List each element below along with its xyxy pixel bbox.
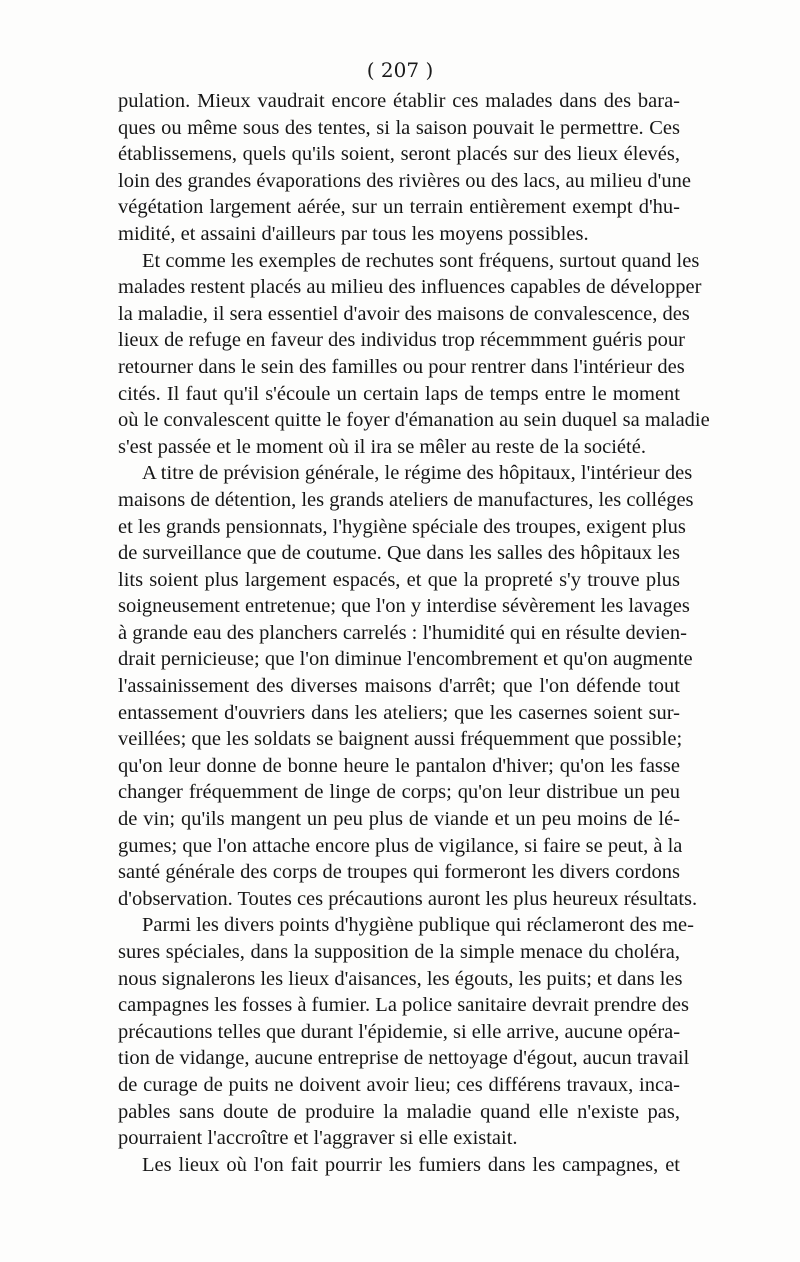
paragraph-2-line-7: où le convalescent quitte le foyer d'émanation au sein duquel sa maladie [118, 409, 710, 432]
paragraph-3-line-6: soigneusement entretenue; que l'on y interdise sévèrement les lavages [118, 595, 690, 618]
paragraph-3-line-2: maisons de détention, les grands ateliers de manufactures, les colléges [118, 488, 694, 511]
paragraph-3-line-16: santé générale des corps de troupes qui formeront les divers cordons [118, 861, 680, 884]
paragraph-1-line-5: végétation largement aérée, sur un terrain entièrement exempt d'hu- [118, 196, 680, 219]
paragraph-1-line-2: ques ou même sous des tentes, si la saison pouvait le permettre. Ces [118, 116, 680, 139]
paragraph-3-line-8: drait pernicieuse; que l'on diminue l'encombrement et qu'on augmente [118, 648, 693, 671]
paragraph-4-line-9: pourraient l'accroître et l'aggraver si elle existait. [118, 1127, 518, 1150]
paragraph-4-line-2: sures spéciales, dans la supposition de la simple menace du choléra, [118, 941, 680, 963]
paragraph-4-line-3: nous signalerons les lieux d'aisances, les égouts, les puits; et dans les [118, 967, 683, 990]
paragraph-3-line-7: à grande eau des planchers carrelés : l'humidité qui en résulte devien- [118, 621, 687, 644]
paragraph-2-line-3: la maladie, il sera essentiel d'avoir des maisons de convalescence, des [118, 302, 690, 325]
paragraph-4-line-1: Parmi les divers points d'hygiène publique qui réclameront des me- [142, 914, 694, 937]
paragraph-1-line-6: midité, et assaini d'ailleurs par tous les moyens possibles. [118, 222, 589, 245]
paragraph-3-line-11: veillées; que les soldats se baignent aussi fréquemment que possible; [118, 728, 683, 751]
paragraph-2-line-8: s'est passée et le moment où il ira se mêler au reste de la société. [118, 435, 646, 458]
paragraph-3-line-4: de surveillance que de coutume. Que dans les salles des hôpitaux les [118, 542, 680, 565]
paragraph-3-line-17: d'observation. Toutes ces précautions auront les plus heureux résultats. [118, 887, 698, 910]
paragraph-3-line-9: l'assainissement des diverses maisons d'arrêt; que l'on défende tout [118, 675, 680, 698]
paragraph-3-line-5: lits soient plus largement espacés, et que la propreté s'y trouve plus [118, 568, 680, 591]
paragraph-3-line-15: gumes; que l'on attache encore plus de vigilance, si faire se peut, à la [118, 834, 683, 857]
page-number: ( 207 ) [366, 58, 434, 82]
paragraph-2-line-2: malades restent placés au milieu des influences capables de développer [118, 276, 702, 299]
paragraph-2-line-1: Et comme les exemples de rechutes sont fréquens, surtout quand les [142, 249, 700, 272]
paragraph-2-line-6: cités. Il faut qu'il s'écoule un certain laps de temps entre le moment [118, 382, 680, 405]
paragraph-1-line-1: pulation. Mieux vaudrait encore établir ces malades dans des bara- [118, 90, 680, 112]
paragraph-4-line-7: de curage de puits ne doivent avoir lieu; ces différens travaux, inca- [118, 1073, 680, 1096]
paragraph-5-line-1: Les lieux où l'on fait pourrir les fumiers dans les campagnes, et [142, 1153, 680, 1176]
paragraph-4-line-4: campagnes les fosses à fumier. La police sanitaire devrait prendre des [118, 994, 689, 1017]
paragraph-2-line-5: retourner dans le sein des familles ou pour rentrer dans l'intérieur des [118, 355, 685, 378]
paragraph-3-line-12: qu'on leur donne de bonne heure le pantalon d'hiver; qu'on les fasse [118, 754, 680, 777]
body-text [118, 88, 710, 1178]
paragraph-3-line-14: de vin; qu'ils mangent un peu plus de viande et un peu moins de lé- [118, 808, 680, 831]
paragraph-2-line-4: lieux de refuge en faveur des individus trop récemmment guéris pour [118, 329, 685, 352]
paragraph-4-line-6: tion de vidange, aucune entreprise de nettoyage d'égout, aucun travail [118, 1047, 690, 1070]
paragraph-3-line-3: et les grands pensionnats, l'hygiène spéciale des troupes, exigent plus [118, 515, 686, 538]
paragraph-4-line-8: pables sans doute de produire la maladie quand elle n'existe pas, [118, 1100, 680, 1123]
paragraph-4-line-5: précautions telles que durant l'épidemie, si elle arrive, aucune opéra- [118, 1020, 681, 1043]
paragraph-3-line-1: A titre de prévision générale, le régime des hôpitaux, l'intérieur des [142, 462, 693, 485]
paragraph-3-line-10: entassement d'ouvriers dans les ateliers; que les casernes soient sur- [118, 701, 680, 724]
paragraph-1-line-3: établissemens, quels qu'ils soient, seront placés sur des lieux élevés, [118, 143, 680, 166]
paragraph-1-line-4: loin des grandes évaporations des rivières ou des lacs, au milieu d'une [118, 169, 691, 192]
paragraph-3-line-13: changer fréquemment de linge de corps; qu'on leur distribue un peu [118, 781, 680, 804]
